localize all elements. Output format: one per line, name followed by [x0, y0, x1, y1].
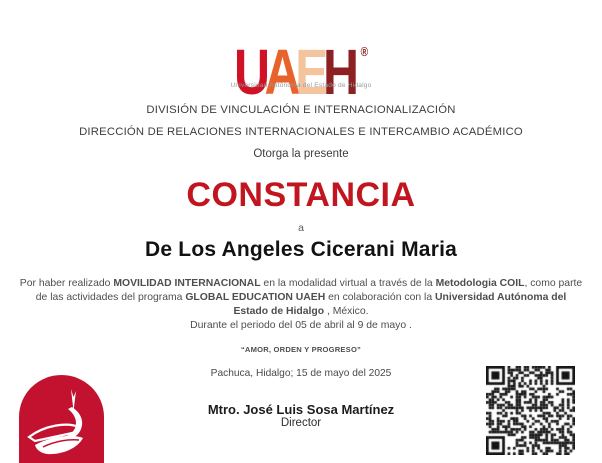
registered-trademark-symbol: ®: [360, 44, 369, 59]
division-header: DIVISIÓN DE VINCULACIÓN E INTERNACIONALIZACIÓN: [146, 104, 456, 116]
direccion-header: DIRECCIÓN DE RELACIONES INTERNACIONALES E INTERCAMBIO ACADÉMICO: [79, 126, 523, 138]
uaeh-logo-letters: [234, 36, 354, 108]
body-line: Durante el periodo del 05 de abril al 9 de mayo .: [190, 320, 412, 331]
body-line: Estado de Hidalgo , México.: [233, 306, 369, 317]
signatory-title: Director: [280, 417, 322, 429]
uaeh-logo-subtitle: Universidad Autónoma del Estado de Hidalgo: [230, 82, 372, 89]
uaeh-logo-letter: E: [295, 36, 323, 108]
preposition-a: a: [298, 222, 304, 234]
uaeh-heron-emblem: [19, 375, 104, 463]
certificate-title: CONSTANCIA: [186, 176, 416, 214]
motto-line: “AMOR, ORDEN Y PROGRESO”: [240, 345, 362, 354]
body-line: de las actividades del programa GLOBAL EDUCATION UAEH en colaboración con la Universidad Autónoma del: [35, 292, 567, 303]
date-line: Pachuca, Hidalgo; 15 de mayo del 2025: [210, 368, 392, 379]
qr-code: [486, 366, 575, 455]
uaeh-logo-letter: U: [233, 36, 265, 108]
uaeh-logo-letter: H: [322, 36, 354, 108]
uaeh-logo-letter: A: [264, 36, 296, 108]
body-paragraph: [16, 277, 586, 333]
body-line: Por haber realizado MOVILIDAD INTERNACIONAL en la modalidad virtual a través de la Metodologia COIL, como parte: [19, 278, 583, 289]
signatory-name: Mtro. José Luis Sosa Martínez: [207, 402, 395, 417]
qr-code-canvas: [486, 366, 575, 455]
otorga-line: Otorga la presente: [253, 148, 349, 160]
recipient-name: De Los Angeles Cicerani Maria: [145, 238, 457, 261]
